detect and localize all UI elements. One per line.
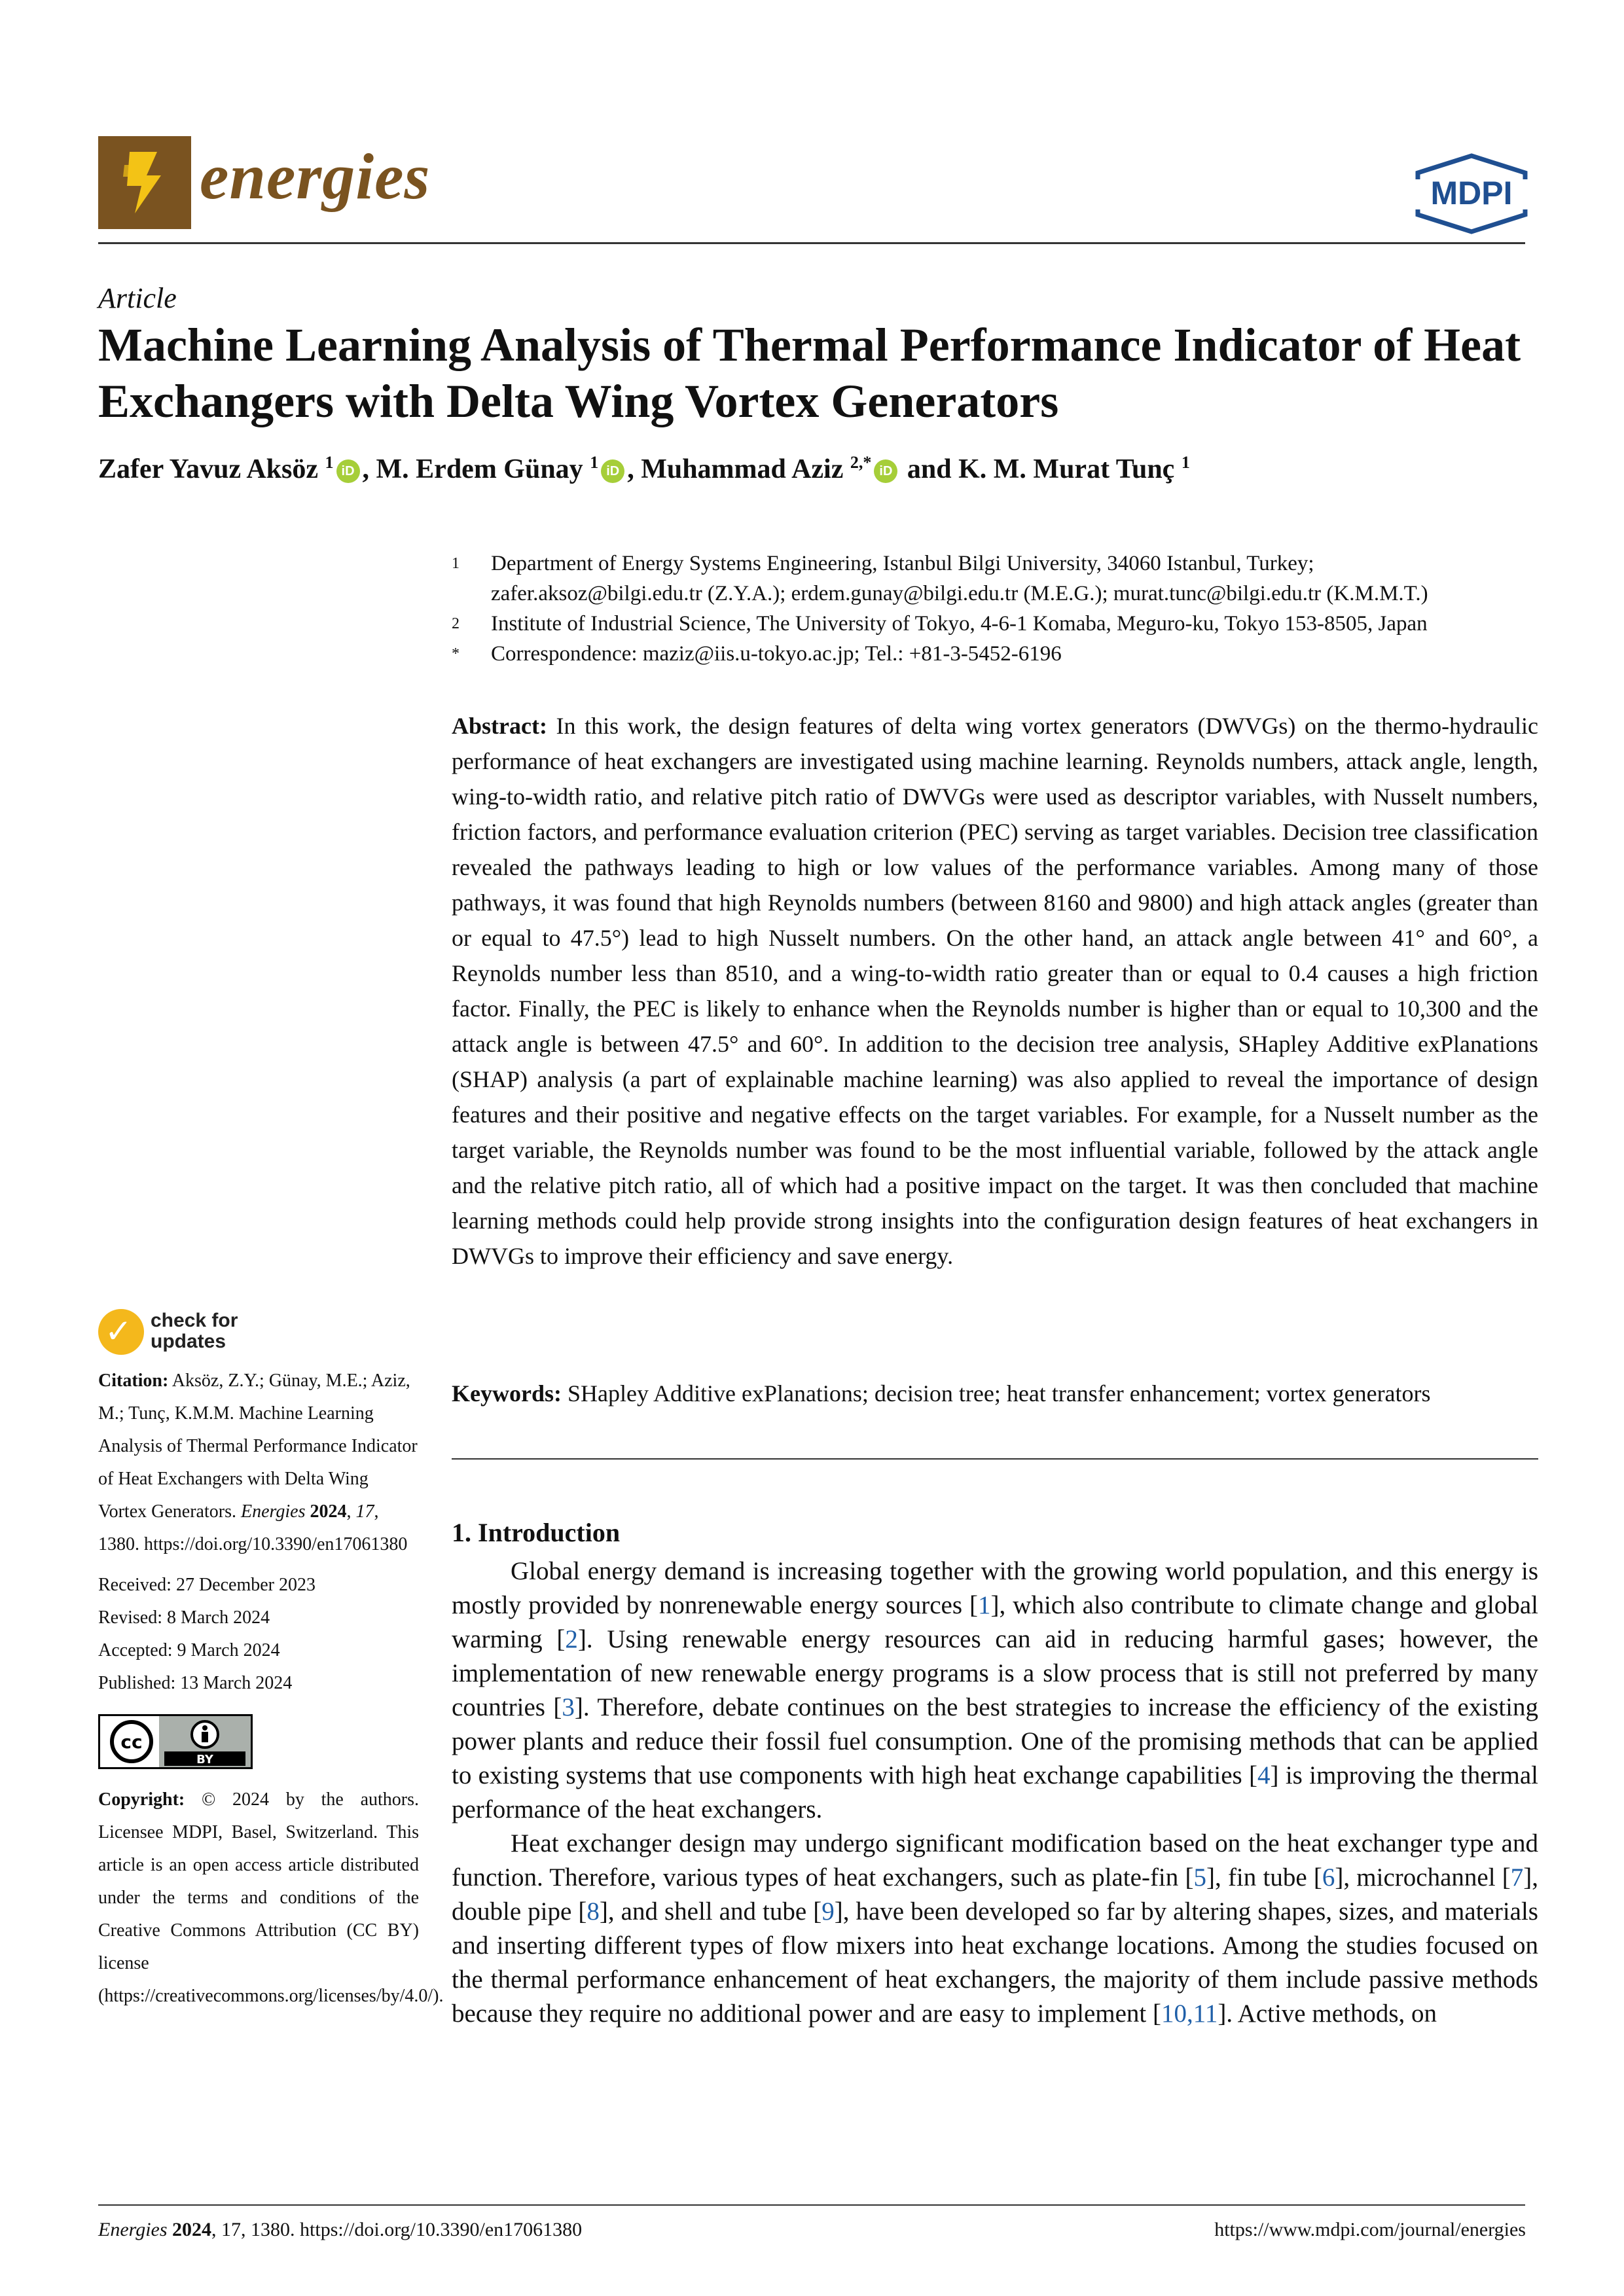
check-updates-line1: check for	[151, 1310, 238, 1331]
footer-divider	[98, 2204, 1525, 2206]
publication-date: Received: 27 December 2023	[98, 1575, 316, 1595]
copyright-text: © 2024 by the authors. Licensee MDPI, Basel, Switzerland. This article is an open access article distributed under the terms and conditions of the Creative Commons Attribution (CC BY) license (https://creativecommons.org/licenses/by/4.0/).	[98, 1789, 444, 2006]
citation-year: 2024	[310, 1501, 347, 1522]
affiliations	[452, 548, 1538, 669]
author-name: M. Erdem Günay	[376, 454, 583, 484]
cc-license-graphic	[100, 1716, 251, 1767]
author-name: Zafer Yavuz Aksöz	[98, 454, 318, 484]
reference-link[interactable]: 1	[978, 1591, 991, 1619]
lightning-bolt-icon	[98, 136, 191, 229]
author-name: Muhammad Aziz	[641, 454, 844, 484]
affiliation-row	[452, 609, 1538, 639]
keywords-text: SHapley Additive exPlanations; decision tree; heat transfer enhancement; vortex generators	[567, 1380, 1431, 1407]
reference-link[interactable]: 6	[1322, 1863, 1335, 1892]
abstract-text: In this work, the design features of delta wing vortex generators (DWVGs) on the thermo-hydraulic performance of heat exchangers are investigated using machine learning. Reynolds numbers, attack angle, length, wing-to-width ratio, and relative pitch ratio of DWVGs were used as descriptor variables, with Nusselt numbers, friction factors, and performance evaluation criterion (PEC) serving as target variables. Decision tree classification revealed the pathways leading to high or low values of the performance variables. Among many of those pathways, it was found that high Reynolds numbers (between 8160 and 9800) and high attack angles (greater than or equal to 47.5°) lead to high Nusselt numbers. On the other hand, an attack angle between 41° and 60°, a Reynolds number less than 8510, and a wing-to-width ratio greater than or equal to 0.4 causes a high friction factor. Finally, the PEC is likely to enhance when the Reynolds number is higher than or equal to 10,300 and the attack angle is between 47.5° and 60°. In addition to the decision tree analysis, SHapley Additive exPlanations (SHAP) analysis (a part of explainable machine learning) was also applied to reveal the importance of design features and their positive and negative effects on the target variables. For example, for a Nusselt number as the target variable, the Reynolds number was found to be the most influential variable, followed by the attack angle and the relative pitch ratio, all of which had a positive impact on the target. It was then concluded that machine learning methods could help provide strong insights into the configuration design features of heat exchangers in DWVGs to improve their efficiency and save energy.	[452, 713, 1539, 1269]
publication-date: Published: 13 March 2024	[98, 1673, 293, 1693]
section-divider	[452, 1458, 1538, 1460]
reference-link[interactable]: 2	[565, 1625, 578, 1653]
journal-logo	[98, 136, 191, 229]
svg-text:cc: cc	[120, 1731, 143, 1753]
publication-date: Revised: 8 March 2024	[98, 1607, 270, 1628]
author-name: K. M. Murat Tunç	[958, 454, 1175, 484]
copyright-label: Copyright:	[98, 1789, 185, 1810]
intro-text-segment: ], microchannel [	[1335, 1863, 1511, 1892]
affiliation-mark: 1	[452, 555, 460, 572]
footer-volume-pages: 17, 1380.	[221, 2219, 295, 2240]
orcid-icon[interactable]: iD	[336, 459, 360, 483]
affiliation-mark: *	[452, 645, 460, 662]
header-divider	[98, 242, 1525, 244]
orcid-icon[interactable]: iD	[601, 459, 624, 483]
cc-by-text: BY	[196, 1753, 213, 1767]
citation-text: Aksöz, Z.Y.; Günay, M.E.; Aziz, M.; Tunç, K.M.M. Machine Learning Analysis of Thermal Performance Indicator of Heat Exchangers with Delta Wing Vortex Generators.	[98, 1371, 418, 1522]
footer-journal-url[interactable]: https://www.mdpi.com/journal/energies	[1214, 2219, 1526, 2240]
mdpi-logo-text: MDPI	[1430, 175, 1513, 211]
check-for-updates-badge[interactable]	[98, 1309, 268, 1356]
affiliation-row	[452, 548, 1538, 609]
section-title: 1. Introduction	[452, 1518, 621, 1547]
author-separator: ,	[362, 454, 376, 484]
affiliation-line: Correspondence: maziz@iis.u-tokyo.ac.jp; Tel.: +81-3-5452-6196	[491, 642, 1062, 666]
author-affiliation-mark: 1	[325, 453, 334, 472]
reference-link[interactable]: 10,11	[1161, 2000, 1218, 2028]
intro-text-segment: ]. Using renewable energy resources can aid in reducing harmful gases; however, the implementation of new renewable energy programs is a slow process that is still not preferred by many countries [	[452, 1625, 1538, 1721]
abstract-label: Abstract:	[452, 713, 547, 739]
intro-text-segment: ], have been developed so far by altering shapes, sizes, and materials and inserting different types of flow mixers into heat exchange locations. Among the studies focused on the thermal performance enhancement of heat exchangers, the majority of them include passive methods because they require no additional power and are easy to implement [	[452, 1897, 1538, 2028]
abstract	[452, 708, 1538, 1274]
page-title: Machine Learning Analysis of Thermal Performance Indicator of Heat Exchangers with Delta Wing Vortex Generators	[98, 319, 1521, 427]
intro-text-segment: ]. Therefore, debate continues on the best strategies to increase the efficiency of the existing power plants and reduce their fossil fuel consumption. One of the promising methods that can be applied to existing systems that use components with high heat exchange capabilities [	[452, 1693, 1538, 1789]
intro-paragraph	[452, 1554, 1538, 1827]
orcid-icon[interactable]: iD	[874, 459, 897, 483]
author-affiliation-mark: 1	[590, 453, 599, 472]
citation-doi-link[interactable]: https://doi.org/10.3390/en17061380	[144, 1534, 408, 1554]
affiliation-line: Department of Energy Systems Engineering, Istanbul Bilgi University, 34060 Istanbul, Turkey;	[491, 552, 1314, 575]
intro-text-segment: Heat exchanger design may undergo significant modification based on the heat exchanger type and function. Therefore, various types of heat exchangers, such as plate-fin [	[452, 1829, 1538, 1892]
reference-link[interactable]: 5	[1193, 1863, 1206, 1892]
reference-link[interactable]: 8	[586, 1897, 600, 1926]
affiliation-line: zafer.aksoz@bilgi.edu.tr (Z.Y.A.); erdem.gunay@bilgi.edu.tr (M.E.G.); murat.tunc@bilgi.edu.tr (K.M.M.T.)	[491, 582, 1428, 605]
introduction-text	[452, 1554, 1538, 2031]
keywords-label: Keywords:	[452, 1380, 562, 1407]
intro-paragraph	[452, 1827, 1538, 2031]
journal-name[interactable]: energies	[200, 140, 431, 213]
affiliation-row	[452, 639, 1538, 669]
citation-pages: 1380.	[98, 1534, 139, 1554]
intro-text-segment: ], and shell and tube [	[599, 1897, 822, 1926]
intro-text-segment: ], which also contribute to climate change and global warming [	[452, 1591, 1539, 1653]
intro-text-segment: ]. Active methods, on	[1218, 2000, 1437, 2028]
mdpi-hexagon-icon	[1409, 153, 1534, 234]
citation-journal: Energies	[240, 1501, 306, 1522]
intro-text-segment: ] is improving the thermal performance of the heat exchangers.	[452, 1761, 1538, 1823]
affiliation-line: Institute of Industrial Science, The University of Tokyo, 4-6-1 Komaba, Meguro-ku, Tokyo 153-8505, Japan	[491, 612, 1428, 636]
mdpi-logo[interactable]	[1409, 153, 1534, 234]
article-type: Article	[98, 282, 177, 314]
intro-text-segment: ], fin tube [	[1206, 1863, 1322, 1892]
intro-text-segment: Global energy demand is increasing together with the growing world population, and this energy is mostly provided by nonrenewable energy sources [	[452, 1557, 1538, 1619]
author-separator: and	[900, 454, 959, 484]
footer-year: 2024	[172, 2219, 212, 2240]
citation-label: Citation:	[98, 1371, 169, 1391]
keywords	[452, 1376, 1538, 1411]
footer-doi-link[interactable]: https://doi.org/10.3390/en17061380	[300, 2219, 583, 2240]
publication-dates	[98, 1569, 419, 1700]
author-list	[98, 453, 1190, 485]
sidebar	[98, 1365, 444, 2013]
citation: Citation: Aksöz, Z.Y.; Günay, M.E.; Aziz, M.; Tunç, K.M.M. Machine Learning Analysis of Thermal Performance Indicator of Heat Exchangers with Delta Wing Vortex Generators. Energies 2024, 17, 1380. https://doi.org/10.3390/en17061380	[98, 1371, 418, 1554]
affiliation-mark: 2	[452, 615, 460, 632]
citation-volume: 17	[355, 1501, 374, 1522]
reference-link[interactable]: 4	[1257, 1761, 1271, 1789]
footer-citation: Energies 2024, 17, 1380. https://doi.org/10.3390/en17061380	[98, 2219, 583, 2240]
check-updates-line2: updates	[151, 1331, 226, 1352]
reference-link[interactable]: 7	[1510, 1863, 1524, 1892]
cc-by-icon[interactable]	[98, 1714, 253, 1769]
copyright	[98, 1784, 444, 2013]
author-separator: ,	[627, 454, 641, 484]
author-affiliation-mark: 1	[1181, 453, 1190, 472]
publication-date: Accepted: 9 March 2024	[98, 1640, 280, 1660]
reference-link[interactable]: 9	[821, 1897, 835, 1926]
footer-journal: Energies	[98, 2219, 168, 2240]
check-circle-icon: ✓	[98, 1309, 144, 1355]
intro-text-segment: ], double pipe [	[452, 1863, 1538, 1926]
reference-link[interactable]: 3	[562, 1693, 575, 1721]
author-affiliation-mark: 2,*	[850, 453, 872, 472]
